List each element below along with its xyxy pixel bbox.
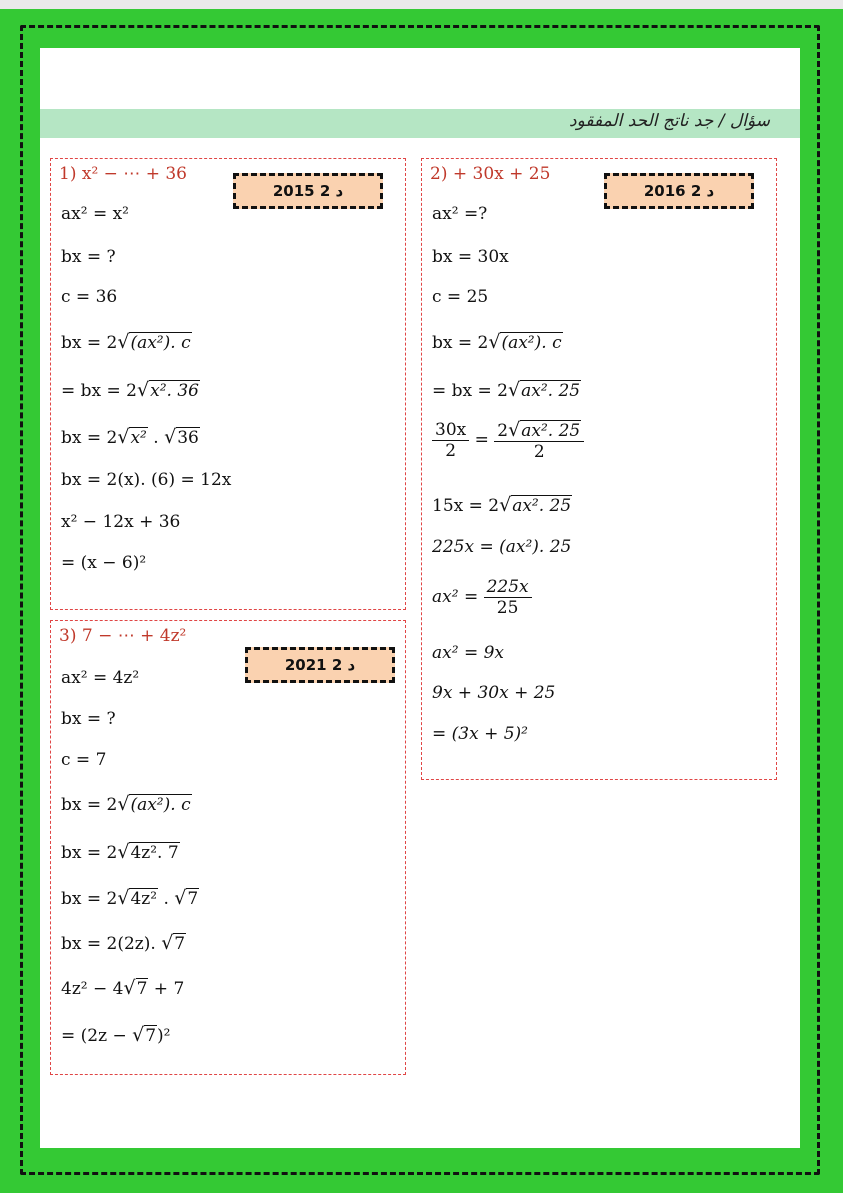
problem-3-line: 4z² − 4√7 + 7 bbox=[61, 977, 185, 999]
problem-3-line: ax² = 4z² bbox=[61, 668, 140, 688]
top-strip bbox=[0, 0, 843, 9]
problem-1-line: = bx = 2√x². 36 bbox=[61, 379, 199, 401]
problem-3-line: = (2z − √7)² bbox=[61, 1024, 171, 1046]
problem-1-box bbox=[50, 158, 406, 610]
problem-1-year-badge: 2015 د 2 bbox=[233, 173, 383, 209]
problem-1-line: bx = ? bbox=[61, 247, 116, 267]
question-header bbox=[40, 109, 800, 138]
problem-1-heading: 1) x² − ⋯ + 36 bbox=[59, 164, 187, 184]
problem-2-line: = bx = 2√ax². 25 bbox=[432, 379, 581, 401]
problem-2-line: c = 25 bbox=[432, 287, 489, 307]
problem-3-line: bx = 2√(ax²). c bbox=[61, 793, 191, 815]
problem-2-line: 225x = (ax²). 25 bbox=[432, 537, 572, 557]
problem-2-line: bx = 30x bbox=[432, 247, 509, 267]
problem-3-heading: 3) 7 − ⋯ + 4z² bbox=[59, 626, 187, 646]
problem-3-line: c = 7 bbox=[61, 750, 107, 770]
problem-1-line: bx = 2√x² . √36 bbox=[61, 426, 199, 448]
problem-2-line: bx = 2√(ax²). c bbox=[432, 331, 562, 353]
problem-1-line: bx = 2√(ax²). c bbox=[61, 331, 191, 353]
problem-1-line: x² − 12x + 36 bbox=[61, 512, 181, 532]
problem-2-line: ax² =? bbox=[432, 204, 488, 224]
problem-2-heading: 2) + 30x + 25 bbox=[430, 164, 551, 184]
problem-3-line: bx = 2√4z². 7 bbox=[61, 841, 179, 863]
problem-2-line: ax² = 9x bbox=[432, 643, 504, 663]
problem-1-line: bx = 2(x). (6) = 12x bbox=[61, 470, 232, 490]
problem-3-line: bx = 2√4z² . √7 bbox=[61, 887, 199, 909]
problem-2-box bbox=[421, 158, 777, 780]
worksheet-page bbox=[40, 48, 800, 1148]
problem-2-line: 9x + 30x + 25 bbox=[432, 683, 556, 703]
problem-1-line: ax² = x² bbox=[61, 204, 129, 224]
problem-3-year-badge: 2021 د 2 bbox=[245, 647, 395, 683]
problem-2-line: $\frac{30x}{2}$ = $\frac{\text{2√ax². 25}}{2}$ bbox=[432, 419, 584, 462]
problem-3-line: bx = 2(2z). √7 bbox=[61, 932, 186, 954]
problem-2-line: ax² = $\frac{225x}{25}$ bbox=[432, 577, 532, 618]
problem-2-line: = (3x + 5)² bbox=[432, 724, 528, 744]
problem-2-line: 15x = 2√ax². 25 bbox=[432, 494, 572, 516]
question-title: سؤال / جد ناتج الحد المفقود bbox=[569, 111, 770, 131]
problem-1-line: = (x − 6)² bbox=[61, 553, 147, 573]
problem-3-box bbox=[50, 620, 406, 1075]
problem-1-line: c = 36 bbox=[61, 287, 118, 307]
problem-2-year-badge: 2016 د 2 bbox=[604, 173, 754, 209]
problem-3-line: bx = ? bbox=[61, 709, 116, 729]
